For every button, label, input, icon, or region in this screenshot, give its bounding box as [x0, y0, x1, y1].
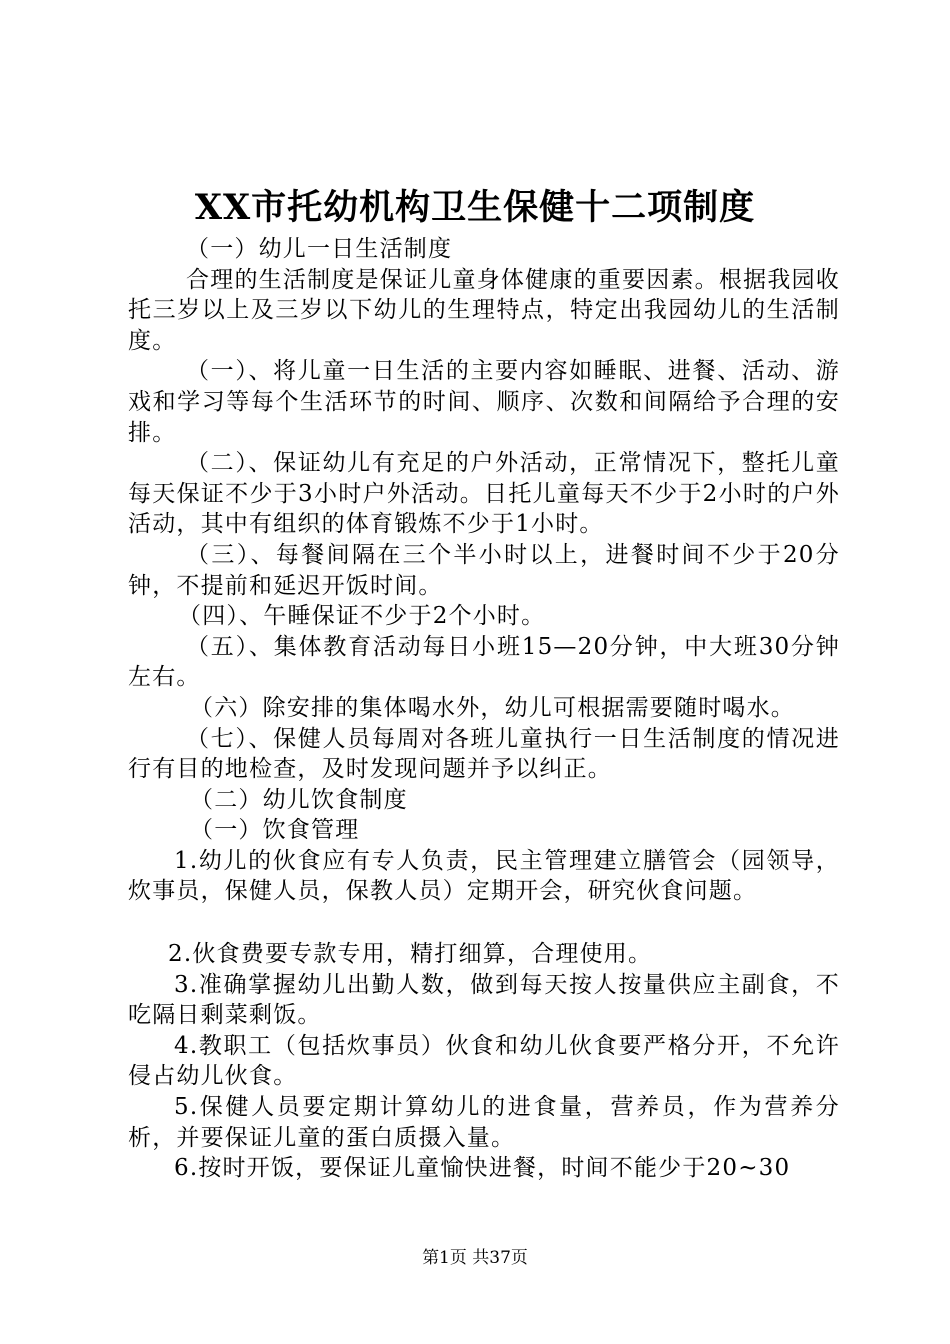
section-heading: （一）幼儿一日生活制度: [186, 236, 453, 262]
list-item: 2.伙食费要专款专用，精打细算，合理使用。: [168, 941, 653, 968]
list-item: 4.教职工（包括炊事员）伙食和幼儿伙食要严格分开，不允许侵占幼儿伙食。: [128, 1032, 840, 1090]
paragraph: （二）、保证幼儿有充足的户外活动，正常情况下，整托儿童每天保证不少于3小时户外活动。日托儿童每天不少于2小时的户外活动，其中有组织的体育锻炼不少于1小时。: [128, 450, 840, 538]
paragraph: 合理的生活制度是保证儿童身体健康的重要因素。根据我园收托三岁以上及三岁以下幼儿的生理特点，特定出我园幼儿的生活制度。: [128, 266, 840, 354]
paragraph: （四）、午睡保证不少于2个小时。: [178, 603, 546, 630]
document-title: XX市托幼机构卫生保健十二项制度: [194, 187, 756, 228]
subsection-heading: （一）饮食管理: [190, 817, 360, 844]
page-footer: 第1页 共37页: [422, 1248, 528, 1268]
list-item: 6.按时开饭，要保证儿童愉快进餐，时间不能少于20~30: [174, 1155, 791, 1182]
list-item: 5.保健人员要定期计算幼儿的进食量，营养员，作为营养分析，并要保证儿童的蛋白质摄入量。: [128, 1094, 840, 1151]
paragraph: （六）除安排的集体喝水外，幼儿可根据需要随时喝水。: [190, 694, 795, 721]
paragraph: （三）、每餐间隔在三个半小时以上，进餐时间不少于20分钟，不提前和延迟开饭时间。: [128, 541, 840, 599]
document-body: [128, 234, 840, 1184]
paragraph: （七）、保健人员每周对各班儿童执行一日生活制度的情况进行有目的地检查，及时发现问题并予以纠正。: [128, 725, 840, 783]
paragraph: （五）、集体教育活动每日小班15—20分钟，中大班30分钟左右。: [128, 633, 840, 691]
section-heading: （二）幼儿饮食制度: [190, 786, 408, 813]
paragraph: （一）、将儿童一日生活的主要内容如睡眠、进餐、活动、游戏和学习等每个生活环节的时间、顺序、次数和间隔给予合理的安排。: [128, 358, 840, 446]
list-item: 1.幼儿的伙食应有专人负责，民主管理建立膳管会（园领导，炊事员，保健人员，保教人员）定期开会，研究伙食问题。: [128, 847, 840, 905]
list-item: 3.准确掌握幼儿出勤人数，做到每天按人按量供应主副食，不吃隔日剩菜剩饭。: [128, 971, 840, 1029]
